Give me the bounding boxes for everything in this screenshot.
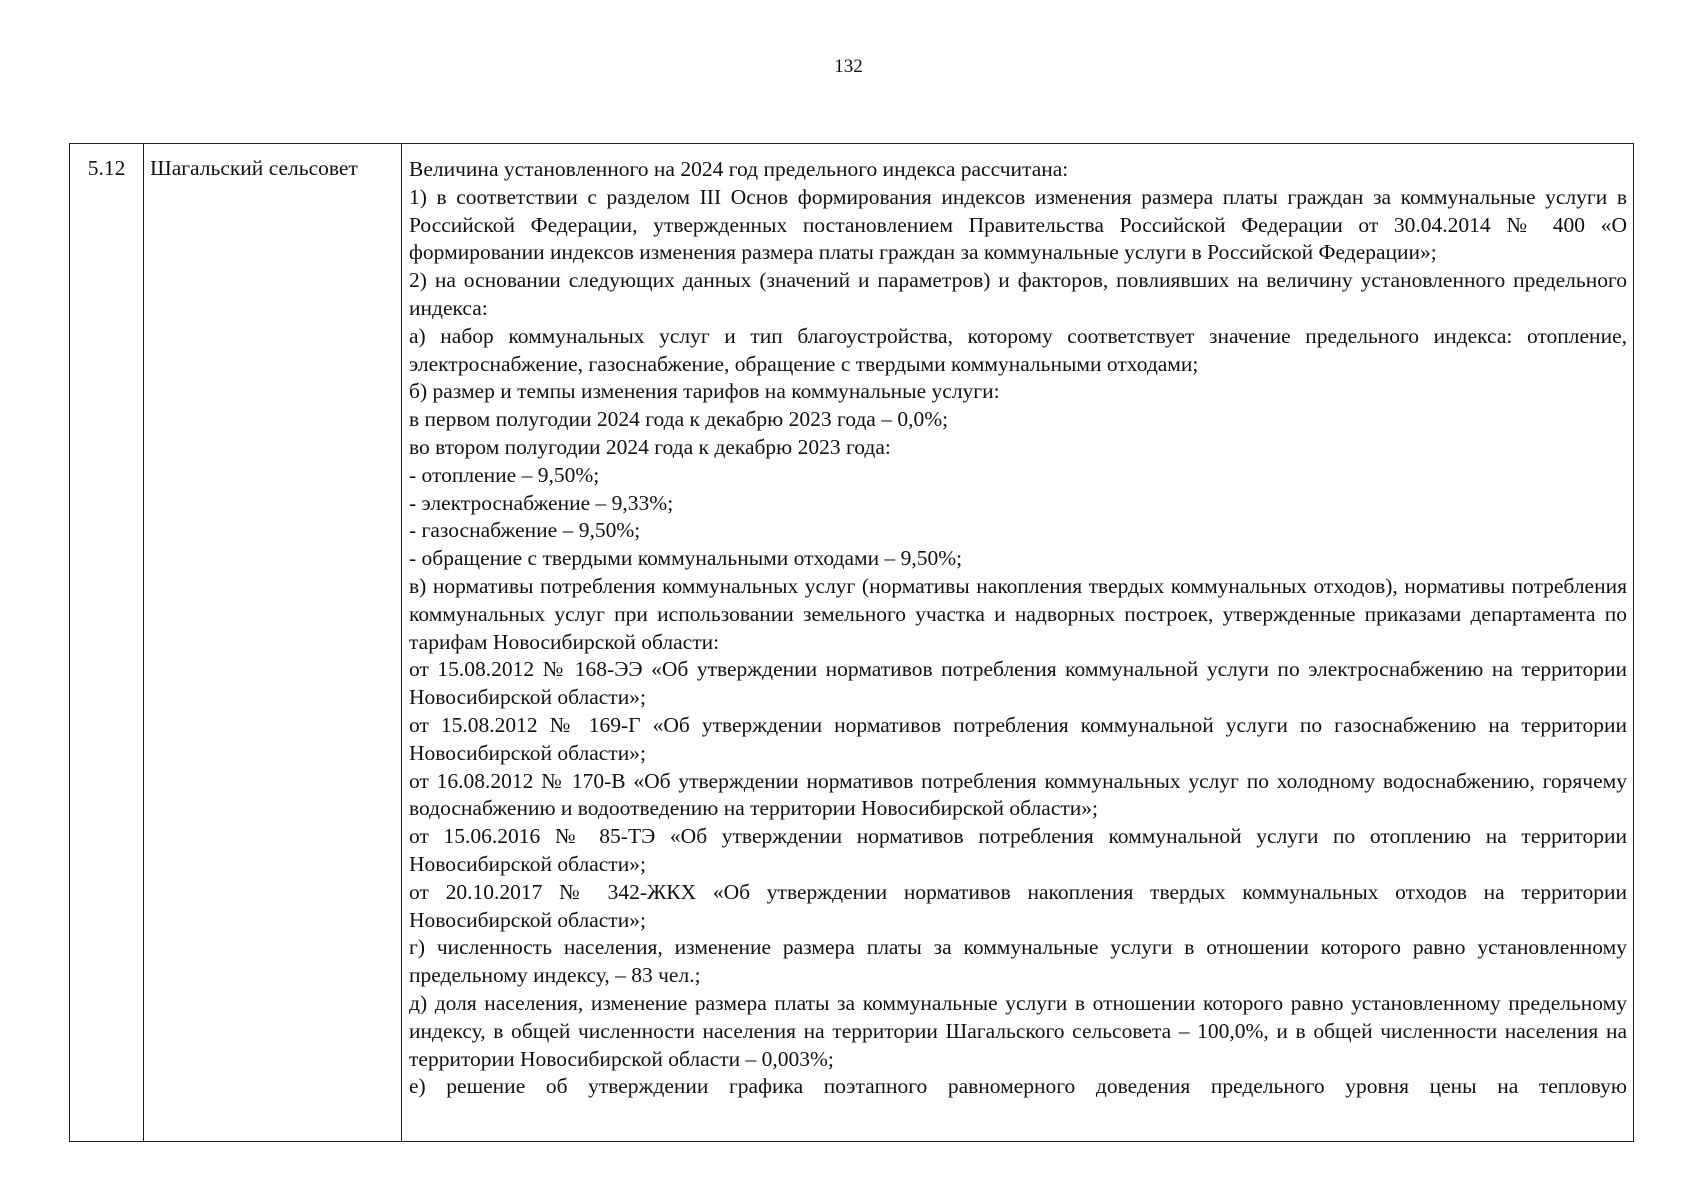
tariff-gas: - газоснабжение – 9,50%; bbox=[409, 518, 641, 543]
order-168: от 15.08.2012 № 168-ЭЭ «Об утверждении нормативов потребления коммунальной услуги по электроснабжению на территории Новосибирской области»; bbox=[409, 657, 1627, 710]
municipality-name-cell: Шагальский сельсовет bbox=[144, 144, 402, 1141]
index-table bbox=[69, 143, 1634, 1142]
order-169: от 15.08.2012 № 169-Г «Об утверждении нормативов потребления коммунальной услуги по газоснабжению на территории Новосибирской области»; bbox=[409, 712, 1627, 765]
paragraph-item-1: 1) в соответствии с разделом III Основ формирования индексов изменения размера платы граждан за коммунальные услуги в Российской Федерации, утвержденных постановлением Правительства Российской Федерации от 30.04.2014 № 400 «О формировании индексов изменения размера платы граждан за коммунальные услуги в Российской Федерации»; bbox=[409, 184, 1627, 265]
paragraph-item-b: б) размер и темпы изменения тарифов на коммунальные услуги: bbox=[409, 379, 1000, 404]
paragraph-item-v: в) нормативы потребления коммунальных услуг (нормативы накопления твердых коммунальных отходов), нормативы потребления коммунальных услуг при использовании земельного участка и надворных построек, утвержденные приказами департамента по тарифам Новосибирской области: bbox=[409, 573, 1627, 654]
tariff-heating: - отопление – 9,50%; bbox=[409, 462, 600, 487]
paragraph-item-2: 2) на основании следующих данных (значений и параметров) и факторов, повлиявших на величину установленного предельного индекса: bbox=[409, 268, 1627, 320]
justification-cell bbox=[402, 144, 1633, 1141]
tariff-electricity: - электроснабжение – 9,33%; bbox=[409, 490, 674, 515]
paragraph-second-half: во втором полугодии 2024 года к декабрю 2023 года: bbox=[409, 434, 891, 459]
page-number: 132 bbox=[834, 56, 863, 77]
tariff-waste: - обращение с твердыми коммунальными отходами – 9,50%; bbox=[409, 546, 963, 571]
paragraph-first-half: в первом полугодии 2024 года к декабрю 2023 года – 0,0%; bbox=[409, 407, 949, 432]
paragraph-item-e: е) решение об утверждении графика поэтапного равномерного доведения предельного уровня цены на тепловую bbox=[409, 1074, 1627, 1099]
order-342: от 20.10.2017 № 342-ЖКХ «Об утверждении нормативов накопления твердых коммунальных отходов на территории Новосибирской области»; bbox=[409, 879, 1627, 932]
row-number-cell: 5.12 bbox=[70, 144, 144, 1141]
paragraph-intro: Величина установленного на 2024 год предельного индекса рассчитана: bbox=[409, 157, 1069, 181]
paragraph-item-d: д) доля населения, изменение размера платы за коммунальные услуги в отношении которого равно установленному предельному индексу, в общей численности населения на территории Шагальского сельсовета – 100,0%, и в общей численности населения на территории Новосибирской области – 0,003%; bbox=[409, 990, 1627, 1071]
paragraph-item-a: а) набор коммунальных услуг и тип благоустройства, которому соответствует значение предельного индекса: отопление, электроснабжение, газоснабжение, обращение с твердыми коммунальными отходами; bbox=[409, 323, 1627, 376]
order-170: от 16.08.2012 № 170-В «Об утверждении нормативов потребления коммунальных услуг по холодному водоснабжению, горячему водоснабжению и водоотведению на территории Новосибирской области»; bbox=[409, 768, 1627, 821]
order-85: от 15.06.2016 № 85-ТЭ «Об утверждении нормативов потребления коммунальной услуги по отоплению на территории Новосибирской области»; bbox=[409, 824, 1627, 876]
paragraph-item-g: г) численность населения, изменение размера платы за коммунальные услуги в отношении которого равно установленному предельному индексу, – 83 чел.; bbox=[409, 935, 1627, 988]
